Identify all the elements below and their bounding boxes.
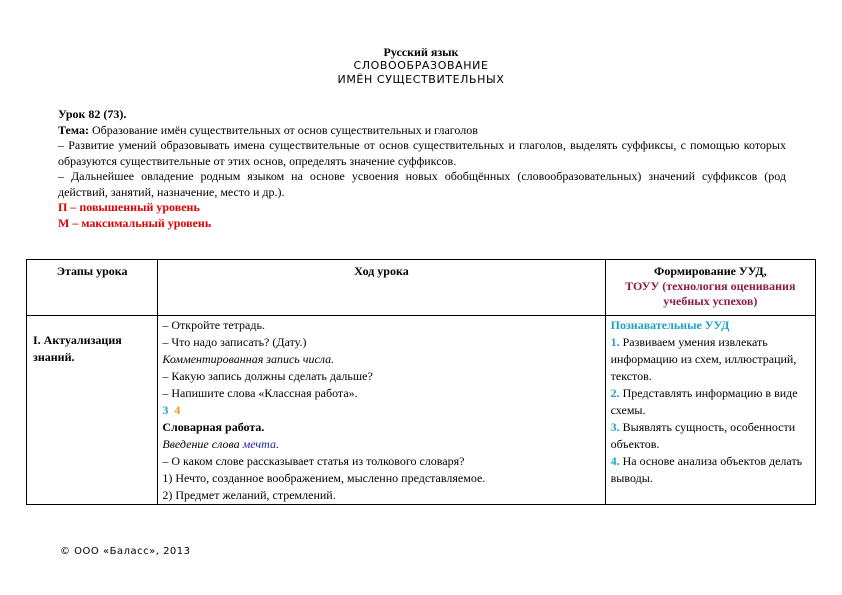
uud-item: 4. На основе анализа объектов делать выводы.: [610, 454, 803, 485]
progress-line: – О каком слове рассказывает статья из толкового словаря?: [162, 454, 465, 468]
uud-item: 3. Выявлять сущность, особенности объектов.: [610, 420, 796, 451]
lesson-title-line-1: СЛОВООБРАЗОВАНИЕ: [353, 59, 489, 72]
assessment-marks: [162, 402, 600, 419]
uud-title: Познавательные УУД: [610, 318, 730, 332]
lesson-topic: [58, 123, 786, 139]
table-header-row: [27, 260, 816, 316]
progress-line: – Напишите слова «Классная работа».: [162, 386, 358, 400]
progress-line: 1) Нечто, созданное воображением, мысленно представляемое.: [162, 471, 486, 485]
goal-1: – Развитие умений образовывать имена существительные от основ существительных и глаголов, выделять суффиксы, с помощью которых образуются существительные от этих основ, определять значение суффиксов.: [58, 138, 786, 168]
uud-item: 2. Представлять информацию в виде схемы.: [610, 386, 798, 417]
topic-label: Тема:: [58, 122, 89, 137]
stage-cell: I. Актуализация знаний.: [27, 316, 158, 505]
goal-2: – Дальнейшее овладение родным языком на основе усвоения новых обобщённых (словообразовательных) значений суффиксов (род действий, занятий, назначение, место и др.).: [58, 169, 786, 199]
progress-cell: [158, 316, 605, 505]
header-uud-line-2: ТОУУ (технология оценивания учебных успехов): [625, 279, 796, 308]
level-m: М – максимальный уровень: [58, 215, 212, 230]
lesson-intro: [58, 107, 786, 231]
progress-line: – Откройте тетрадь.: [162, 318, 265, 332]
mark-3: 3: [162, 403, 169, 417]
uud-item: 1. Развиваем умения извлекать информацию из схем, иллюстраций, текстов.: [610, 335, 797, 383]
header-uud-line-1: Формирование УУД,: [654, 264, 767, 278]
vocab-word: мечта: [242, 437, 276, 451]
vocab-intro: Введение слова мечта.: [162, 437, 279, 451]
progress-line: Комментированная запись числа.: [162, 352, 335, 366]
lesson-table: [26, 259, 816, 505]
level-p: П – повышенный уровень: [58, 200, 200, 214]
header-uud: [605, 260, 815, 316]
lesson-number: Урок 82 (73).: [58, 107, 127, 121]
progress-line: – Какую запись должны сделать дальше?: [162, 369, 373, 383]
progress-line: 2) Предмет желаний, стремлений.: [162, 488, 336, 502]
progress-line: – Что надо записать? (Дату.): [162, 335, 307, 349]
copyright-footer: © ООО «Баласс», 2013: [60, 546, 191, 557]
header-progress: Ход урока: [158, 260, 605, 316]
header-stages: Этапы урока: [27, 260, 158, 316]
vocab-title: Словарная работа.: [162, 420, 265, 434]
mark-4: 4: [174, 403, 181, 417]
topic-text: Образование имён существительных от основ существительных и глаголов: [88, 122, 478, 137]
table-row: [27, 316, 816, 505]
document-header: [0, 45, 842, 87]
subject-title: Русский язык: [383, 45, 459, 59]
uud-cell: [605, 316, 815, 505]
lesson-title-line-2: ИМЁН СУЩЕСТВИТЕЛЬНЫХ: [337, 73, 505, 86]
